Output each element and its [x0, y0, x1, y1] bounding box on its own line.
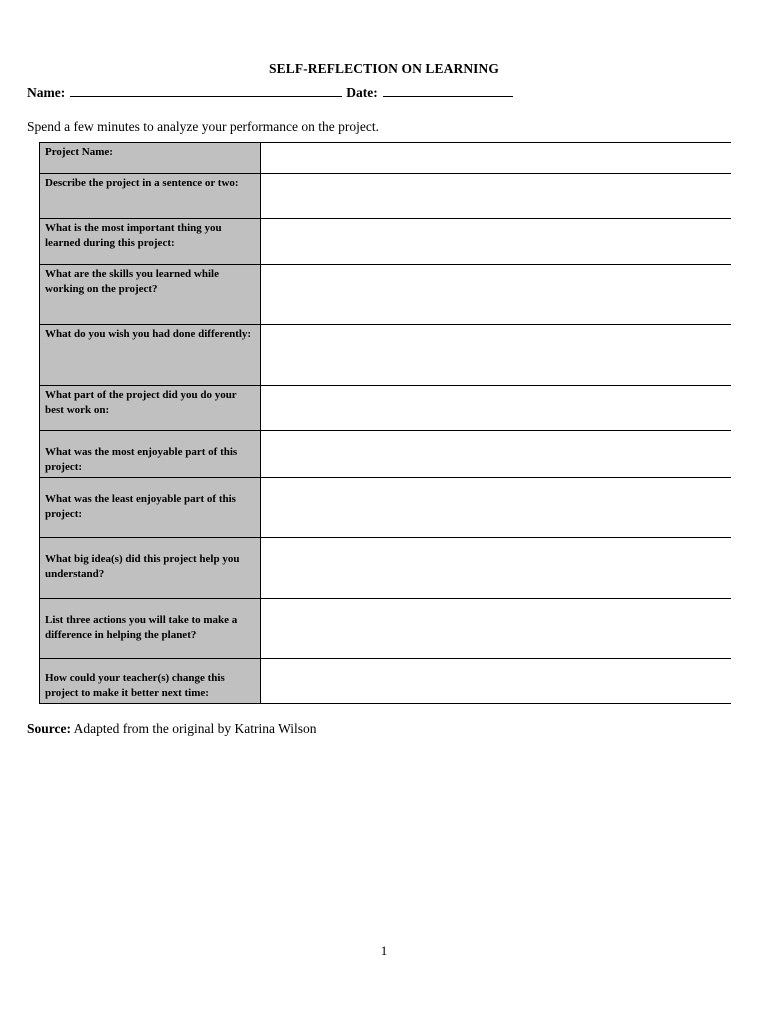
question-cell: What part of the project did you do your best work on: [40, 386, 261, 431]
source-line [27, 721, 317, 737]
question-cell: What was the least enjoyable part of this project: [40, 478, 261, 538]
answer-cell[interactable] [261, 386, 732, 431]
table-row [40, 538, 732, 599]
page-title: SELF-REFLECTION ON LEARNING [269, 61, 499, 76]
answer-cell[interactable] [261, 599, 732, 659]
question-cell: What do you wish you had done differently: [40, 325, 261, 386]
question-cell: How could your teacher(s) change this project to make it better next time: [40, 659, 261, 704]
name-blank[interactable] [70, 84, 342, 97]
table-row [40, 478, 732, 538]
answer-cell[interactable] [261, 265, 732, 325]
table-row [40, 659, 732, 704]
answer-cell[interactable] [261, 174, 732, 219]
question-cell: What is the most important thing you learned during this project: [40, 219, 261, 265]
answer-cell[interactable] [261, 219, 732, 265]
answer-cell[interactable] [261, 143, 732, 174]
date-blank[interactable] [383, 84, 513, 97]
name-date-line [27, 84, 513, 101]
source-label: Source: [27, 721, 71, 736]
date-label: Date: [346, 85, 378, 100]
reflection-table [39, 142, 731, 704]
table-row [40, 143, 732, 174]
question-cell: Project Name: [40, 143, 261, 174]
table-row [40, 599, 732, 659]
question-cell: What was the most enjoyable part of this project: [40, 431, 261, 478]
question-cell: List three actions you will take to make a difference in helping the planet? [40, 599, 261, 659]
question-cell: What big idea(s) did this project help you understand? [40, 538, 261, 599]
answer-cell[interactable] [261, 431, 732, 478]
answer-cell[interactable] [261, 659, 732, 704]
intro-text: Spend a few minutes to analyze your performance on the project. [27, 119, 379, 134]
answer-cell[interactable] [261, 478, 732, 538]
table-row [40, 174, 732, 219]
answer-cell[interactable] [261, 325, 732, 386]
question-cell: Describe the project in a sentence or two: [40, 174, 261, 219]
table-row [40, 265, 732, 325]
source-text: Adapted from the original by Katrina Wilson [73, 721, 317, 736]
name-label: Name: [27, 85, 66, 100]
table-row [40, 386, 732, 431]
table-row [40, 431, 732, 478]
table-row [40, 325, 732, 386]
table-row [40, 219, 732, 265]
question-cell: What are the skills you learned while working on the project? [40, 265, 261, 325]
answer-cell[interactable] [261, 538, 732, 599]
page-number: 1 [380, 943, 388, 958]
